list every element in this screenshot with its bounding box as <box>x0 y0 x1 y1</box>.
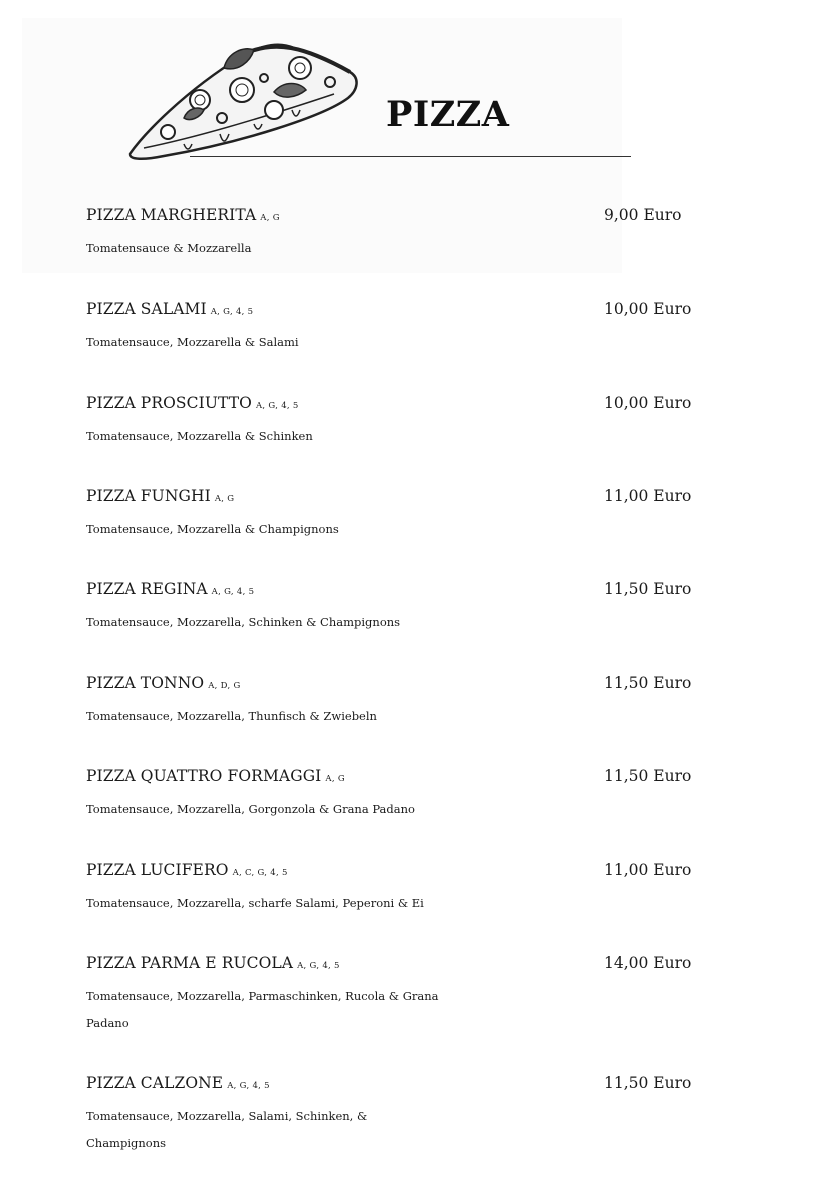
item-name: PIZZA LUCIFERO <box>86 861 229 879</box>
item-price: 11,50 Euro <box>604 580 692 598</box>
item-name: PIZZA PARMA E RUCOLA <box>86 954 294 972</box>
item-price: 14,00 Euro <box>604 954 692 972</box>
item-name: PIZZA MARGHERITA <box>86 206 257 224</box>
item-description: Tomatensauce, Mozzarella, scharfe Salami, Peperoni & Ei <box>86 896 424 910</box>
item-price: 11,00 Euro <box>604 487 692 505</box>
item-description: Tomatensauce, Mozzarella, Parmaschinken, Rucola & Grana Padano <box>86 989 439 1030</box>
item-allergens: A, C, G, 4, 5 <box>232 868 288 878</box>
item-price: 11,50 Euro <box>604 767 692 785</box>
item-price: 11,00 Euro <box>604 861 692 879</box>
pizza-slice-illustration <box>124 38 362 164</box>
item-allergens: A, D, G <box>208 681 241 691</box>
item-allergens: A, G <box>260 213 280 223</box>
item-name: PIZZA SALAMI <box>86 300 207 318</box>
menu-item <box>86 767 706 823</box>
menu-item <box>86 674 706 730</box>
item-allergens: A, G <box>325 774 345 784</box>
item-allergens: A, G <box>214 494 235 504</box>
item-allergens: A, G, 4, 5 <box>255 401 299 411</box>
item-price: 9,00 Euro <box>604 206 682 224</box>
item-description: Tomatensauce, Mozzarella & Schinken <box>86 429 313 443</box>
item-price: 10,00 Euro <box>604 394 692 412</box>
item-allergens: A, G, 4, 5 <box>227 1081 270 1091</box>
title-divider <box>190 156 631 157</box>
item-description: Tomatensauce, Mozzarella, Gorgonzola & Grana Padano <box>86 802 415 816</box>
menu-item <box>86 206 706 262</box>
item-price: 11,50 Euro <box>604 674 692 692</box>
item-description: Tomatensauce, Mozzarella & Salami <box>86 335 299 349</box>
item-allergens: A, G, 4, 5 <box>297 961 340 971</box>
item-name: PIZZA FUNGHI <box>86 487 211 505</box>
item-name: PIZZA TONNO <box>86 674 205 692</box>
item-description: Tomatensauce & Mozzarella <box>86 241 252 255</box>
item-price: 11,50 Euro <box>604 1074 692 1092</box>
item-allergens: A, G, 4, 5 <box>211 587 255 597</box>
item-description: Tomatensauce, Mozzarella, Schinken & Champignons <box>86 615 401 629</box>
menu-item <box>86 394 706 450</box>
item-name: PIZZA QUATTRO FORMAGGI <box>86 767 322 785</box>
item-description: Tomatensauce, Mozzarella & Champignons <box>86 522 339 536</box>
item-allergens: A, G, 4, 5 <box>210 307 254 317</box>
item-description: Tomatensauce, Mozzarella, Salami, Schinken, & Champignons <box>86 1109 368 1150</box>
item-name: PIZZA REGINA <box>86 580 208 598</box>
menu-item <box>86 580 706 636</box>
item-name: PIZZA PROSCIUTTO <box>86 394 252 412</box>
menu-item <box>86 861 706 917</box>
item-description: Tomatensauce, Mozzarella, Thunfisch & Zwiebeln <box>86 709 377 723</box>
item-name: PIZZA CALZONE <box>86 1074 224 1092</box>
item-price: 10,00 Euro <box>604 300 692 318</box>
menu-item <box>86 300 706 356</box>
menu-item <box>86 1074 706 1157</box>
menu-item <box>86 954 706 1037</box>
menu-item <box>86 487 706 543</box>
menu-title: PIZZA <box>386 94 510 135</box>
